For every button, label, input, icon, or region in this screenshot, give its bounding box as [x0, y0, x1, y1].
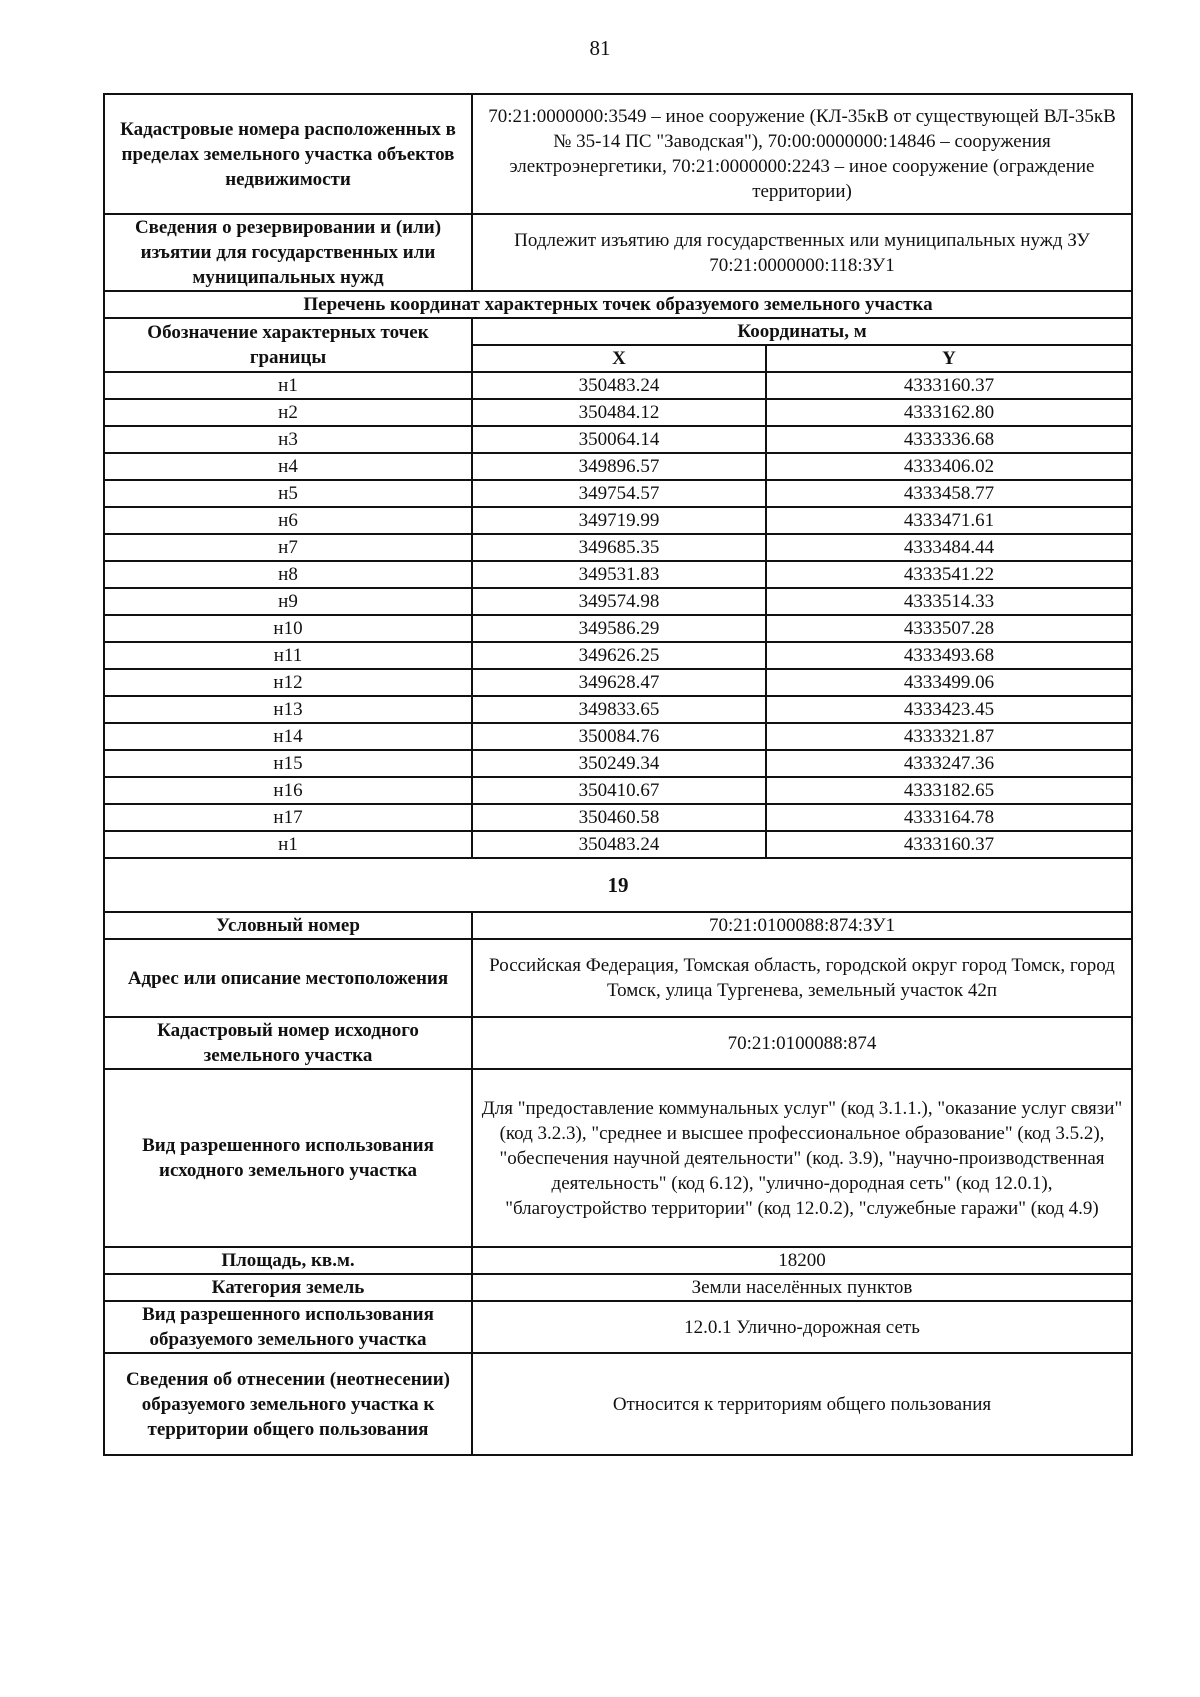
conditional-number-value: 70:21:0100088:874:ЗУ1	[472, 912, 1132, 939]
coord-x-cell: 350084.76	[472, 723, 766, 750]
land-plot-table	[103, 93, 1133, 1456]
coords-point-header: Обозначение характерных точек границы	[104, 318, 472, 372]
coord-x-cell: 349685.35	[472, 534, 766, 561]
coord-y-cell: 4333471.61	[766, 507, 1132, 534]
section-number: 19	[104, 858, 1132, 912]
source-use-value: Для "предоставление коммунальных услуг" (код 3.1.1.), "оказание услуг связи" (код 3.2.3), "среднее и высшее профессиональное образование" (код 3.5.2), "обеспечения научной деятельности" (код. 3.9), "научно-производственная деятельность" (код 6.12), "улично-дородная сеть" (код 12.0.1), "благоустройство территории" (код 12.0.2), "служебные гаражи" (код 4.9)	[472, 1069, 1132, 1247]
row-coords-header	[104, 318, 1132, 345]
table-row	[104, 453, 1132, 480]
coord-y-cell: 4333541.22	[766, 561, 1132, 588]
coord-x-cell: 350484.12	[472, 399, 766, 426]
coord-y-cell: 4333164.78	[766, 804, 1132, 831]
coord-point-cell: н11	[104, 642, 472, 669]
coord-x-cell: 349896.57	[472, 453, 766, 480]
table-row	[104, 534, 1132, 561]
coord-y-cell: 4333493.68	[766, 642, 1132, 669]
coord-y-cell: 4333247.36	[766, 750, 1132, 777]
coords-header: Координаты, м	[472, 318, 1132, 345]
coords-x-header: X	[472, 345, 766, 372]
coord-point-cell: н10	[104, 615, 472, 642]
table-row	[104, 696, 1132, 723]
row-land-category	[104, 1274, 1132, 1301]
coord-point-cell: н1	[104, 831, 472, 858]
table-row	[104, 507, 1132, 534]
table-row	[104, 615, 1132, 642]
coord-point-cell: н6	[104, 507, 472, 534]
source-cadastral-value: 70:21:0100088:874	[472, 1017, 1132, 1069]
coord-y-cell: 4333336.68	[766, 426, 1132, 453]
coord-x-cell: 350483.24	[472, 831, 766, 858]
coord-point-cell: н17	[104, 804, 472, 831]
coord-point-cell: н3	[104, 426, 472, 453]
coord-x-cell: 349833.65	[472, 696, 766, 723]
coords-y-header: Y	[766, 345, 1132, 372]
coord-point-cell: н4	[104, 453, 472, 480]
land-category-label: Категория земель	[104, 1274, 472, 1301]
area-value: 18200	[472, 1247, 1132, 1274]
coord-x-cell: 349628.47	[472, 669, 766, 696]
coord-point-cell: н12	[104, 669, 472, 696]
conditional-number-label: Условный номер	[104, 912, 472, 939]
coord-y-cell: 4333423.45	[766, 696, 1132, 723]
coord-y-cell: 4333499.06	[766, 669, 1132, 696]
coord-point-cell: н8	[104, 561, 472, 588]
coords-title: Перечень координат характерных точек образуемого земельного участка	[104, 291, 1132, 318]
coord-x-cell: 349531.83	[472, 561, 766, 588]
coord-point-cell: н13	[104, 696, 472, 723]
coord-y-cell: 4333182.65	[766, 777, 1132, 804]
table-row	[104, 723, 1132, 750]
coord-y-cell: 4333160.37	[766, 372, 1132, 399]
row-formed-use	[104, 1301, 1132, 1353]
row-coords-title	[104, 291, 1132, 318]
coord-x-cell: 349574.98	[472, 588, 766, 615]
area-label: Площадь, кв.м.	[104, 1247, 472, 1274]
table-row	[104, 777, 1132, 804]
coord-x-cell: 349586.29	[472, 615, 766, 642]
table-row	[104, 480, 1132, 507]
reservation-label: Сведения о резервировании и (или) изъятии для государственных или муниципальных нужд	[104, 214, 472, 291]
row-reservation	[104, 214, 1132, 291]
table-row	[104, 804, 1132, 831]
coord-x-cell: 350249.34	[472, 750, 766, 777]
row-source-cadastral	[104, 1017, 1132, 1069]
coord-x-cell: 349626.25	[472, 642, 766, 669]
coord-y-cell: 4333514.33	[766, 588, 1132, 615]
coord-point-cell: н15	[104, 750, 472, 777]
row-address	[104, 939, 1132, 1017]
table-row	[104, 642, 1132, 669]
coord-x-cell: 349719.99	[472, 507, 766, 534]
row-source-use	[104, 1069, 1132, 1247]
coord-x-cell: 350460.58	[472, 804, 766, 831]
address-value: Российская Федерация, Томская область, городской округ город Томск, город Томск, улица Тургенева, земельный участок 42п	[472, 939, 1132, 1017]
coord-y-cell: 4333160.37	[766, 831, 1132, 858]
address-label: Адрес или описание местоположения	[104, 939, 472, 1017]
source-cadastral-label: Кадастровый номер исходного земельного участка	[104, 1017, 472, 1069]
coord-y-cell: 4333406.02	[766, 453, 1132, 480]
formed-use-value: 12.0.1 Улично-дорожная сеть	[472, 1301, 1132, 1353]
row-area	[104, 1247, 1132, 1274]
coord-point-cell: н5	[104, 480, 472, 507]
coord-point-cell: н16	[104, 777, 472, 804]
public-use-value: Относится к территориям общего пользования	[472, 1353, 1132, 1455]
cadastral-objects-value: 70:21:0000000:3549 – иное сооружение (КЛ-35кВ от существующей ВЛ-35кВ № 35-14 ПС "Заводская"), 70:00:0000000:14846 – сооружения электроэнергетики, 70:21:0000000:2243 – иное сооружение (ограждение территории)	[472, 94, 1132, 214]
coord-y-cell: 4333484.44	[766, 534, 1132, 561]
table-row	[104, 399, 1132, 426]
page-number: 81	[589, 36, 611, 60]
table-row	[104, 561, 1132, 588]
table-row	[104, 831, 1132, 858]
coord-point-cell: н14	[104, 723, 472, 750]
coord-point-cell: н2	[104, 399, 472, 426]
reservation-value: Подлежит изъятию для государственных или муниципальных нужд ЗУ 70:21:0000000:118:ЗУ1	[472, 214, 1132, 291]
row-conditional-number	[104, 912, 1132, 939]
row-cadastral-objects	[104, 94, 1132, 214]
coord-x-cell: 350410.67	[472, 777, 766, 804]
coord-point-cell: н7	[104, 534, 472, 561]
table-row	[104, 588, 1132, 615]
table-row	[104, 750, 1132, 777]
formed-use-label: Вид разрешенного использования образуемого земельного участка	[104, 1301, 472, 1353]
table-row	[104, 372, 1132, 399]
table-row	[104, 426, 1132, 453]
coord-y-cell: 4333162.80	[766, 399, 1132, 426]
row-public-use	[104, 1353, 1132, 1455]
coord-x-cell: 350064.14	[472, 426, 766, 453]
coord-point-cell: н1	[104, 372, 472, 399]
coord-y-cell: 4333458.77	[766, 480, 1132, 507]
coord-y-cell: 4333321.87	[766, 723, 1132, 750]
coord-x-cell: 350483.24	[472, 372, 766, 399]
coord-point-cell: н9	[104, 588, 472, 615]
public-use-label: Сведения об отнесении (неотнесении) образуемого земельного участка к территории общего пользования	[104, 1353, 472, 1455]
table-row	[104, 669, 1132, 696]
source-use-label: Вид разрешенного использования исходного земельного участка	[104, 1069, 472, 1247]
coord-x-cell: 349754.57	[472, 480, 766, 507]
cadastral-objects-label: Кадастровые номера расположенных в пределах земельного участка объектов недвижимости	[104, 94, 472, 214]
coord-y-cell: 4333507.28	[766, 615, 1132, 642]
land-category-value: Земли населённых пунктов	[472, 1274, 1132, 1301]
row-section-number	[104, 858, 1132, 912]
